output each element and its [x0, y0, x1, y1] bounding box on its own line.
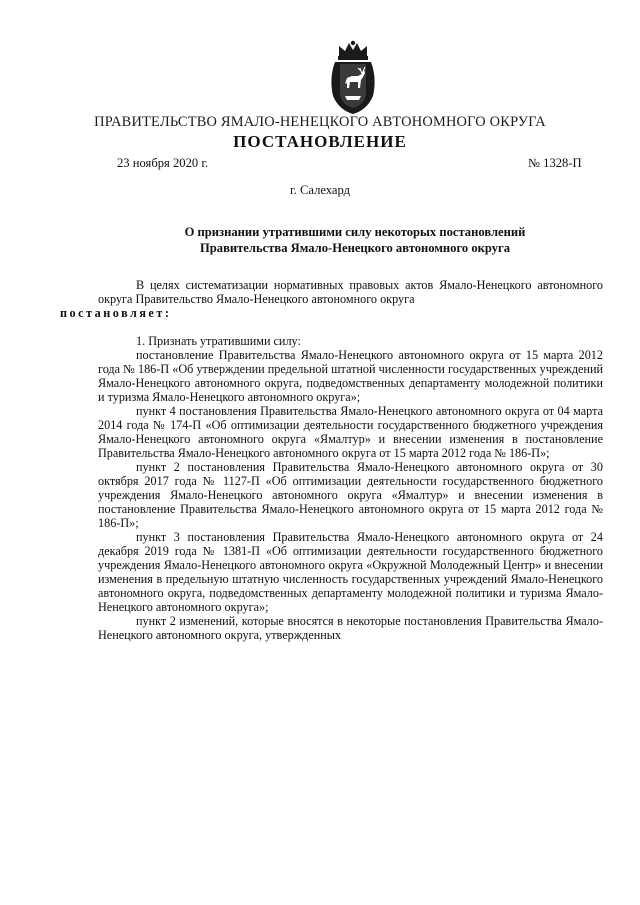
point-heading: 1. Признать утратившими силу:: [136, 334, 301, 348]
government-name: ПРАВИТЕЛЬСТВО ЯМАЛО-НЕНЕЦКОГО АВТОНОМНОГО ОКРУГА: [94, 114, 546, 130]
intro-text: В целях систематизации нормативных правовых актов Ямало-Ненецкого автономного округа Правительство Ямало-Ненецкого автономного округа: [98, 278, 603, 306]
document-title: [110, 224, 600, 256]
document-body: [60, 278, 603, 642]
list-item: пункт 3 постановления Правительства Ямало-Ненецкого автономного округа от 24 декабря 2019 года № 1381-П «Об оптимизации деятельности государственного бюджетного учреждения Ямало-Ненецкого автономного округа «Окружной Молодежный Центр» и внесении изменения в предельную штатную численность государственных учреждений Ямало-Ненецкого автономного округа, подведомственных департаменту молодежной политики и туризма Ямало-Ненецкого автономного округа»;: [98, 530, 603, 614]
document-number: № 1328-П: [528, 156, 582, 170]
coat-of-arms-icon: [325, 40, 381, 116]
intro-paragraph: [60, 278, 603, 320]
title-line: О признании утратившими силу некоторых постановлений: [184, 225, 526, 239]
document-type: ПОСТАНОВЛЕНИЕ: [233, 132, 407, 151]
list-item: постановление Правительства Ямало-Ненецкого автономного округа от 15 марта 2012 года № 186-П «Об утверждении предельной штатной численности государственных учреждений Ямало-Ненецкого автономного округа, подведомственных департаменту молодежной политики и туризма Ямало-Ненецкого автономного округа»;: [98, 348, 603, 404]
list-item: пункт 4 постановления Правительства Ямало-Ненецкого автономного округа от 04 марта 2014 года № 174-П «Об оптимизации деятельности государственного бюджетного учреждения Ямало-Ненецкого автономного округа «Ямалтур» и внесении изменения в постановление Правительства Ямало-Ненецкого автономного округа от 15 марта 2012 года № 186-П»;: [98, 404, 603, 460]
document-city: г. Салехард: [289, 183, 351, 197]
list-item: пункт 2 постановления Правительства Ямало-Ненецкого автономного округа от 30 октября 2017 года № 1127-П «Об оптимизации деятельности государственного бюджетного учреждения Ямало-Ненецкого автономного округа «Ямалтур» и внесении изменения в постановление Правительства Ямало-Ненецкого автономного округа от 15 марта 2012 года № 186-П»;: [98, 460, 603, 530]
list-item: пункт 2 изменений, которые вносятся в некоторые постановления Правительства Ямало-Ненецкого автономного округа, утвержденных: [98, 614, 603, 642]
decree-word: постановляет:: [60, 306, 172, 320]
title-line: Правительства Ямало-Ненецкого автономного округа: [199, 241, 511, 255]
document-date: 23 ноября 2020 г.: [117, 156, 209, 170]
